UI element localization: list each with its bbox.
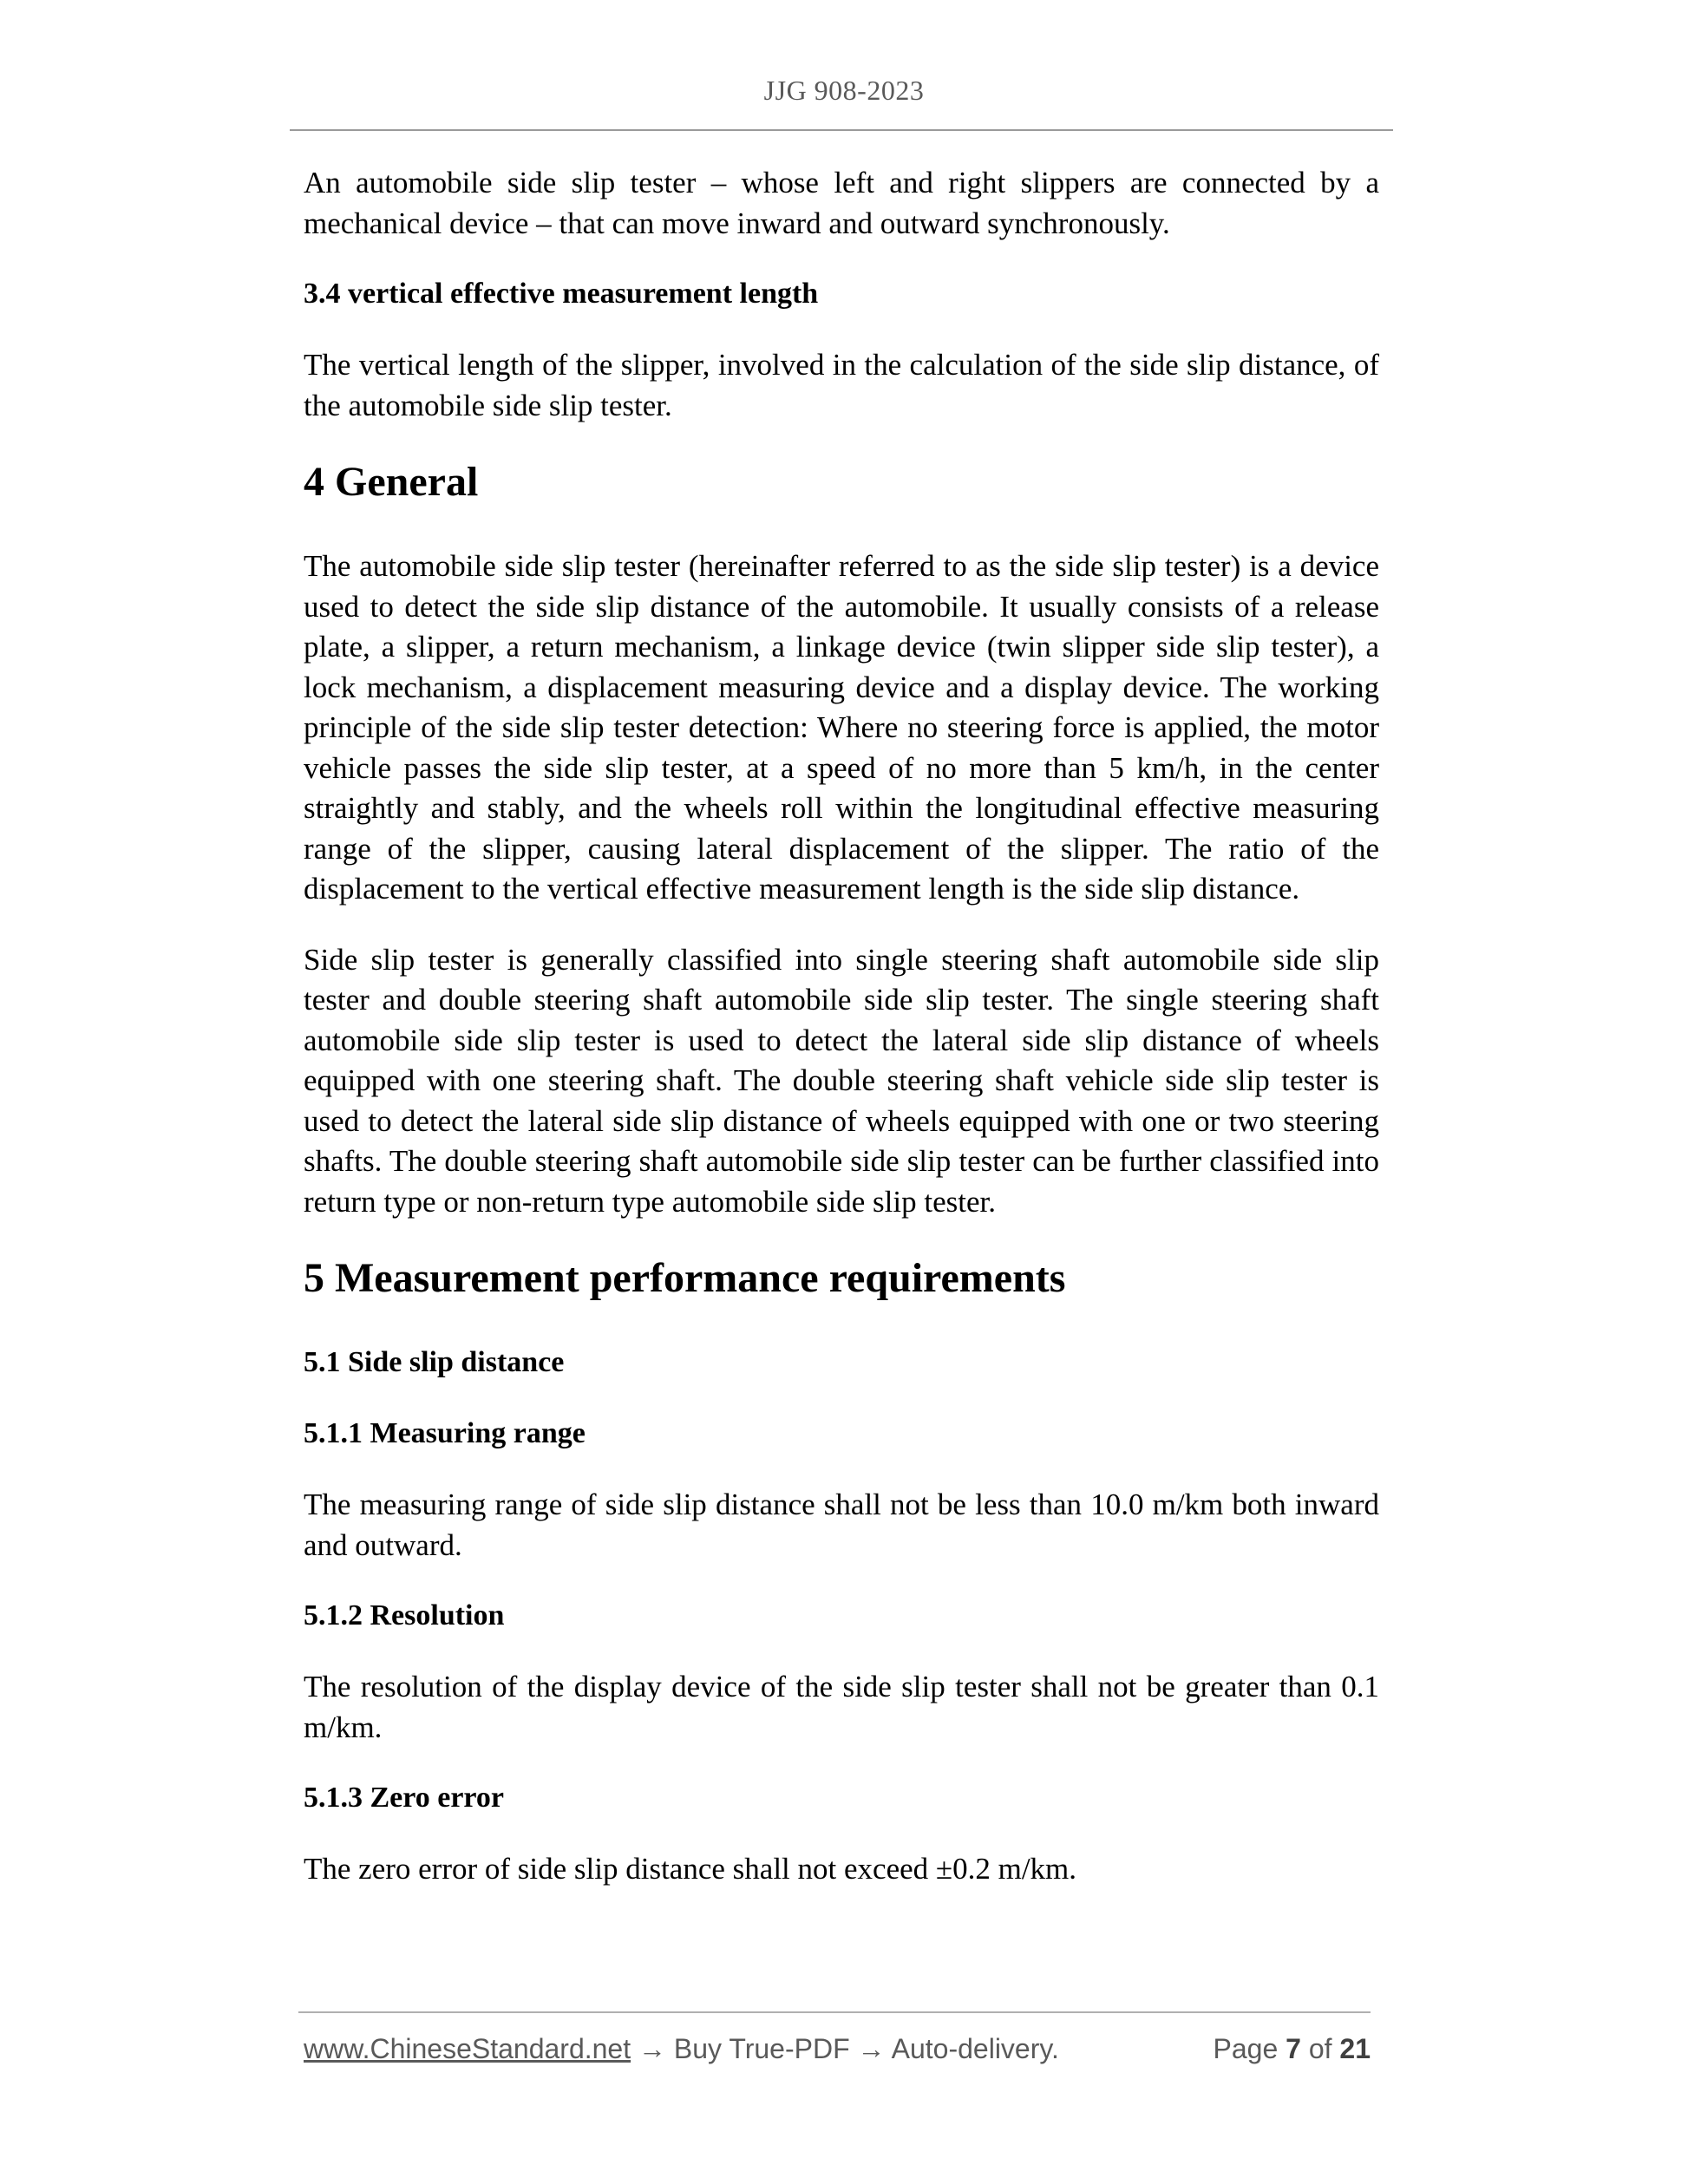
page-of: of bbox=[1308, 2033, 1332, 2064]
section-5-1-heading: 5.1 Side slip distance bbox=[304, 1346, 565, 1378]
intro-paragraph: An automobile side slip tester – whose left and right slippers are connected by a mechanical device – that can move inward and outward synchronously. bbox=[304, 166, 1379, 240]
page-number bbox=[1214, 2033, 1371, 2065]
page-footer bbox=[304, 2033, 1371, 2071]
page-label: Page bbox=[1213, 2033, 1279, 2064]
section-5-heading: 5 Measurement performance requirements bbox=[304, 1255, 1066, 1301]
page-total: 21 bbox=[1339, 2033, 1371, 2064]
section-5-1-3-text: The zero error of side slip distance shall not exceed ±0.2 m/km. bbox=[304, 1852, 1077, 1886]
site-link[interactable]: www.ChineseStandard.net bbox=[304, 2033, 631, 2064]
header-divider bbox=[290, 129, 1393, 131]
footer-promo bbox=[304, 2033, 1059, 2065]
section-5-1-2-text: The resolution of the display device of the side slip tester shall not be greater than 0.1 m/km. bbox=[304, 1670, 1379, 1744]
section-4-heading: 4 General bbox=[304, 459, 479, 505]
page-current: 7 bbox=[1286, 2033, 1301, 2064]
document-code-header: JJG 908-2023 bbox=[763, 75, 925, 106]
footer-divider bbox=[298, 2011, 1371, 2013]
section-4-paragraph-1: The automobile side slip tester (hereinafter referred to as the side slip tester) is a device used to detect the side slip distance of the automobile. It usually consists of a release plate, a slipper, a return mechanism, a linkage device (twin slipper side slip tester), a lock mechanism, a displacement measuring device and a display device. The working principle of the side slip tester detection: Where no steering force is applied, the motor vehicle passes the side slip tester, at a speed of no more than 5 km/h, in the center straightly and stably, and the wheels roll within the longitudinal effective measuring range of the slipper, causing lateral displacement of the slipper. The ratio of the displacement to the vertical effective measurement length is the side slip distance. bbox=[304, 549, 1379, 906]
promo-text: → Buy True-PDF → Auto-delivery. bbox=[631, 2033, 1059, 2064]
section-5-1-1-text: The measuring range of side slip distance shall not be less than 10.0 m/km both inward and outward. bbox=[304, 1488, 1379, 1562]
page-content bbox=[304, 163, 1379, 1920]
section-4-paragraph-2: Side slip tester is generally classified into single steering shaft automobile side slip tester and double steering shaft automobile side slip tester. The single steering shaft automobile side slip tester is used to detect the lateral side slip distance of wheels equipped with one steering shaft. The double steering shaft vehicle side slip tester is used to detect the lateral side slip distance of wheels equipped with one or two steering shafts. The double steering shaft automobile side slip tester can be further classified into return type or non-return type automobile side slip tester. bbox=[304, 942, 1379, 1219]
section-5-1-1-heading: 5.1.1 Measuring range bbox=[304, 1417, 586, 1449]
section-3-4-text: The vertical length of the slipper, involved in the calculation of the side slip distance, of the automobile side slip tester. bbox=[304, 348, 1379, 422]
section-5-1-2-heading: 5.1.2 Resolution bbox=[304, 1599, 505, 1631]
section-3-4-heading: 3.4 vertical effective measurement length bbox=[304, 278, 819, 310]
section-5-1-3-heading: 5.1.3 Zero error bbox=[304, 1782, 504, 1814]
